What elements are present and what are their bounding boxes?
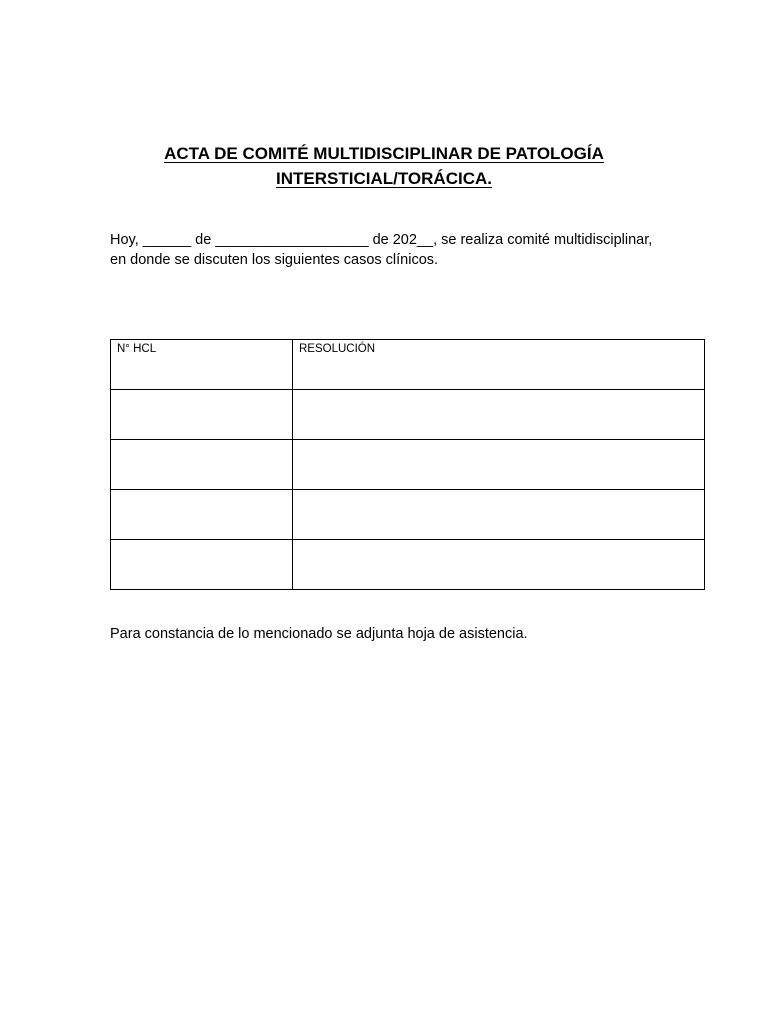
intro-line-2: en donde se discuten los siguientes casos clínicos.	[110, 252, 439, 268]
header-resolucion: RESOLUCIÓN	[293, 340, 705, 390]
header-hcl: N° HCL	[111, 340, 293, 390]
cases-table	[110, 339, 705, 590]
title-line-2: INTERSTICIAL/TORÁCICA.	[276, 169, 492, 188]
footer-note: Para constancia de lo mencionado se adjunta hoja de asistencia.	[110, 626, 528, 642]
cell-hcl	[111, 390, 293, 440]
cell-hcl	[111, 490, 293, 540]
cell-resolucion	[293, 390, 705, 440]
cell-resolucion	[293, 540, 705, 590]
cell-hcl	[111, 540, 293, 590]
table-row	[111, 390, 705, 440]
title-line-1: ACTA DE COMITÉ MULTIDISCIPLINAR DE PATOLOGÍA	[164, 144, 604, 163]
intro-line-1: Hoy, ______ de ___________________ de 202__, se realiza comité multidisciplinar,	[110, 232, 653, 248]
cell-resolucion	[293, 440, 705, 490]
document-title	[110, 141, 658, 191]
intro-paragraph	[110, 230, 670, 270]
table-row	[111, 540, 705, 590]
cell-resolucion	[293, 490, 705, 540]
table-row	[111, 490, 705, 540]
table-row	[111, 440, 705, 490]
table-header-row	[111, 340, 705, 390]
cell-hcl	[111, 440, 293, 490]
